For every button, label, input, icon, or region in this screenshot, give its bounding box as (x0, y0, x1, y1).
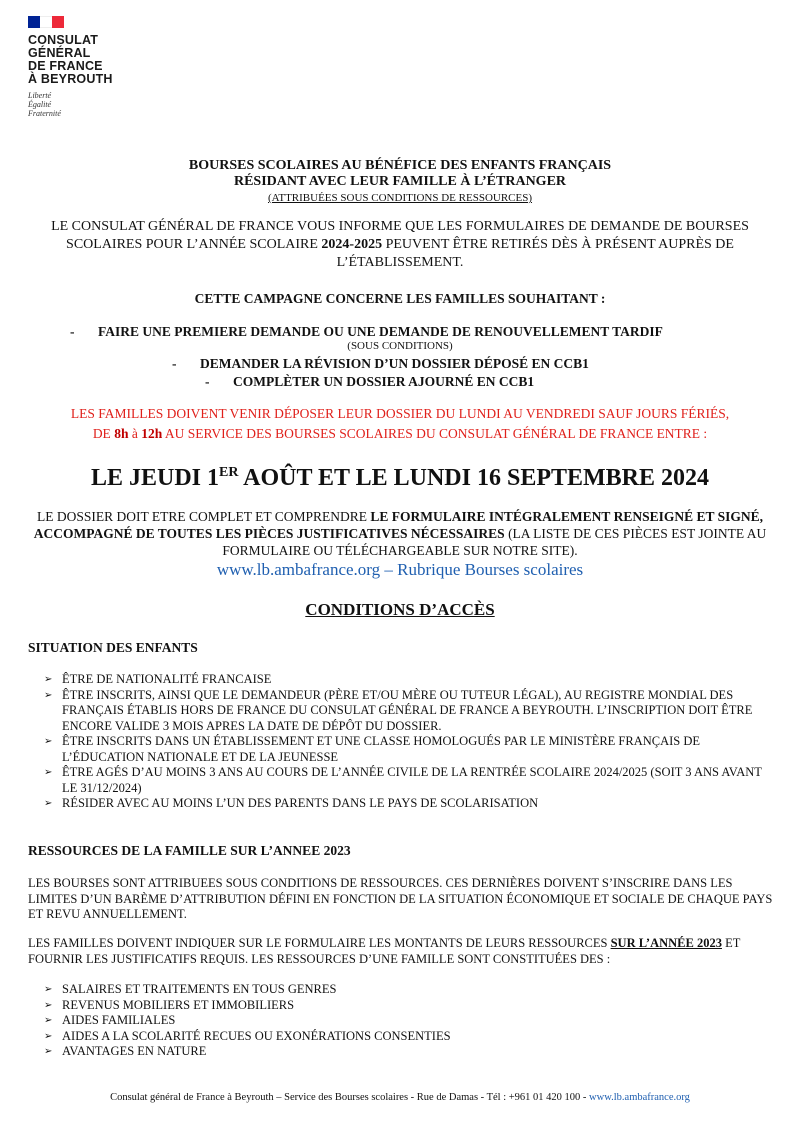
arrow-bullet-icon: ➢ (44, 1015, 53, 1026)
para2-after: ET FOURNIR LES JUSTIFICATIFS REQUIS. LES RESSOURCES D’UNE FAMILLE SONT CONSTITUÉES DES : (28, 936, 741, 966)
dash-marker: - (205, 374, 210, 389)
list-item (44, 672, 764, 688)
campaign-item-3 (205, 374, 534, 390)
list-item (44, 998, 764, 1014)
list-item-text: RÉSIDER AVEC AU MOINS L’UN DES PARENTS DANS LE PAYS DE SCOLARISATION (62, 796, 539, 810)
date-part-2: AOÛT ET LE LUNDI 16 SEPTEMBRE 2024 (238, 465, 710, 491)
motto-liberte: Liberté (28, 91, 52, 100)
ressources-list (44, 982, 764, 1060)
notice-a: à (128, 426, 142, 441)
title-line-1: BOURSES SCOLAIRES AU BÉNÉFICE DES ENFANTS FRANÇAIS (188, 158, 612, 173)
list-item-text: AIDES FAMILIALES (62, 1013, 176, 1027)
document-title (0, 158, 800, 190)
campaign-item-2-text: DEMANDER LA RÉVISION D’UN DOSSIER DÉPOSÉ EN CCB1 (200, 356, 589, 371)
para2-year: SUR L’ANNÉE 2023 (610, 936, 722, 950)
notice-line-2 (20, 424, 780, 444)
para2-before: LES FAMILLES DOIVENT INDIQUER SUR LE FORMULAIRE LES MONTANTS DE LEURS RESSOURCES (28, 936, 611, 950)
arrow-bullet-icon: ➢ (44, 767, 53, 778)
campaign-heading: CETTE CAMPAGNE CONCERNE LES FAMILLES SOUHAITANT : (194, 291, 606, 306)
ressources-paragraph-1: LES BOURSES SONT ATTRIBUEES SOUS CONDITIONS DE RESSOURCES. CES DERNIÈRES DOIVENT S’INSCRIRE DANS LES LIMITES D’UN BARÈME D’ATTRIBUTION DÉFINI EN FONCTION DE LA SITUATION ÉCONOMIQUE ET SOCIALE DE CHAQUE PAYS ET REVU ANNUELLEMENT. (28, 876, 773, 921)
deposit-dates (0, 458, 800, 493)
campaign-item-2 (172, 356, 589, 372)
hours-end: 12h (141, 426, 163, 441)
arrow-bullet-icon: ➢ (44, 1030, 53, 1042)
logo-line-2: GÉNÉRAL (28, 46, 91, 60)
list-item (44, 734, 764, 765)
list-item-text: REVENUS MOBILIERS ET IMMOBILIERS (62, 997, 295, 1012)
french-flag-icon (28, 16, 64, 28)
intro-text-before: LE CONSULAT GÉNÉRAL DE FRANCE VOUS INFORME QUE LES FORMULAIRES DE DEMANDE DE BOURSES SCOLAIRES POUR L’ANNÉE SCOLAIRE (51, 219, 749, 252)
list-item-text: ÊTRE INSCRITS DANS UN ÉTABLISSEMENT ET UNE CLASSE HOMOLOGUÉS PAR LE MINISTÈRE FRANÇAIS DE L’ÉDUCATION NATIONALE ET DE LA JEUNESSE (62, 734, 701, 764)
list-item-text: ÊTRE AGÉS D’AU MOINS 3 ANS AU COURS DE L’ANNÉE CIVILE DE LA RENTRÉE SCOLAIRE 2024/2025 (SOIT 3 ANS AVANT LE 31/12/2024) (62, 765, 762, 795)
list-item (44, 688, 764, 735)
list-item (44, 765, 764, 796)
arrow-bullet-icon: ➢ (44, 736, 53, 747)
conditions-title: CONDITIONS D’ACCÈS (305, 600, 495, 619)
dossier-after: (LA LISTE DE CES PIÈCES EST JOINTE AU FORMULAIRE OU TÉLÉCHARGEABLE SUR NOTRE SITE). (222, 526, 767, 558)
arrow-bullet-icon: ➢ (44, 689, 53, 701)
list-item (44, 1013, 764, 1029)
list-item-text: ÊTRE DE NATIONALITÉ FRANCAISE (62, 672, 272, 686)
footer-text: Consulat général de France à Beyrouth – Service des Bourses scolaires - Rue de Damas - Tél : +961 01 420 100 - (110, 1092, 590, 1103)
page-footer (0, 1092, 800, 1103)
situation-heading: SITUATION DES ENFANTS (28, 640, 198, 655)
ressources-heading: RESSOURCES DE LA FAMILLE SUR L’ANNEE 2023 (28, 843, 351, 858)
logo-line-3: DE FRANCE (28, 59, 103, 73)
campaign-item-1-text: FAIRE UNE PREMIERE DEMANDE OU UNE DEMANDE DE RENOUVELLEMENT TARDIF (98, 324, 663, 339)
list-item (44, 982, 764, 998)
dash-marker: - (172, 356, 177, 371)
logo-line-1: CONSULAT (28, 33, 99, 47)
date-part-1: LE JEUDI 1 (90, 465, 219, 491)
list-item (44, 796, 764, 812)
website-link[interactable]: www.lb.ambafrance.org – Rubrique Bourses scolaires (216, 560, 584, 579)
motto-fraternite: Fraternité (28, 109, 61, 118)
list-item (44, 1029, 764, 1045)
school-year: 2024-2025 (321, 237, 383, 252)
arrow-bullet-icon: ➢ (44, 798, 53, 809)
arrow-bullet-icon: ➢ (44, 674, 53, 685)
situation-list (44, 672, 764, 812)
notice-rest: AU SERVICE DES BOURSES SCOLAIRES DU CONSULAT GÉNÉRAL DE FRANCE ENTRE : (162, 426, 708, 441)
list-item-text: SALAIRES ET TRAITEMENTS EN TOUS GENRES (62, 982, 337, 996)
intro-text-after: PEUVENT ÊTRE RETIRÉS DÈS À PRÉSENT AUPRÈS DE L’ÉTABLISSEMENT. (336, 237, 734, 270)
campaign-item-3-text: COMPLÈTER UN DOSSIER AJOURNÉ EN CCB1 (233, 374, 535, 389)
arrow-bullet-icon: ➢ (44, 1046, 53, 1057)
campaign-item-1 (70, 324, 663, 340)
motto-egalite: Égalité (28, 100, 52, 109)
list-item-text: AIDES A LA SCOLARITÉ RECUES OU EXONÉRATIONS CONSENTIES (62, 1028, 451, 1043)
hours-start: 8h (114, 426, 129, 441)
intro-paragraph (40, 218, 760, 272)
notice-line-1: LES FAMILLES DOIVENT VENIR DÉPOSER LEUR DOSSIER DU LUNDI AU VENDREDI SAUF JOURS FÉRIÉS, (70, 406, 730, 421)
notice-de: DE (92, 426, 115, 441)
list-item-text: AVANTAGES EN NATURE (62, 1044, 207, 1058)
title-line-2: RÉSIDANT AVEC LEUR FAMILLE À L’ÉTRANGER (233, 174, 567, 189)
date-superscript: ER (219, 465, 239, 480)
arrow-bullet-icon: ➢ (44, 984, 53, 995)
dossier-bold: LE FORMULAIRE INTÉGRALEMENT RENSEIGNÉ ET SIGNÉ, ACCOMPAGNÉ DE TOUTES LES PIÈCES JUSTIFICATIVES NÉCESSAIRES (33, 509, 763, 541)
motto (28, 91, 148, 118)
ressources-paragraph-2 (28, 936, 773, 967)
logo-line-4: À BEYROUTH (28, 72, 113, 86)
campaign-item-1-sub: (SOUS CONDITIONS) (347, 340, 453, 352)
list-item-text: ÊTRE INSCRITS, AINSI QUE LE DEMANDEUR (PÈRE ET/OU MÈRE OU TUTEUR LÉGAL), AU REGISTRE MONDIAL DES FRANÇAIS ÉTABLIS HORS DE FRANCE DU CONSULAT GÉNÉRAL DE FRANCE A BEYROUTH. L’INSCRIPTION DOIT ÊTRE ENCORE VALIDE 3 MOIS APRES LA DATE DE DÉPÔT DU DOSSIER. (62, 687, 753, 733)
arrow-bullet-icon: ➢ (44, 999, 53, 1011)
dossier-paragraph (20, 508, 780, 559)
consulate-logo (28, 16, 148, 118)
deposit-notice (20, 404, 780, 444)
list-item (44, 1044, 764, 1060)
dossier-before: LE DOSSIER DOIT ETRE COMPLET ET COMPRENDRE (37, 509, 371, 524)
dash-marker: - (70, 324, 75, 339)
title-subtitle: (ATTRIBUÉES SOUS CONDITIONS DE RESSOURCES) (267, 192, 533, 204)
footer-link[interactable]: www.lb.ambafrance.org (589, 1092, 690, 1103)
